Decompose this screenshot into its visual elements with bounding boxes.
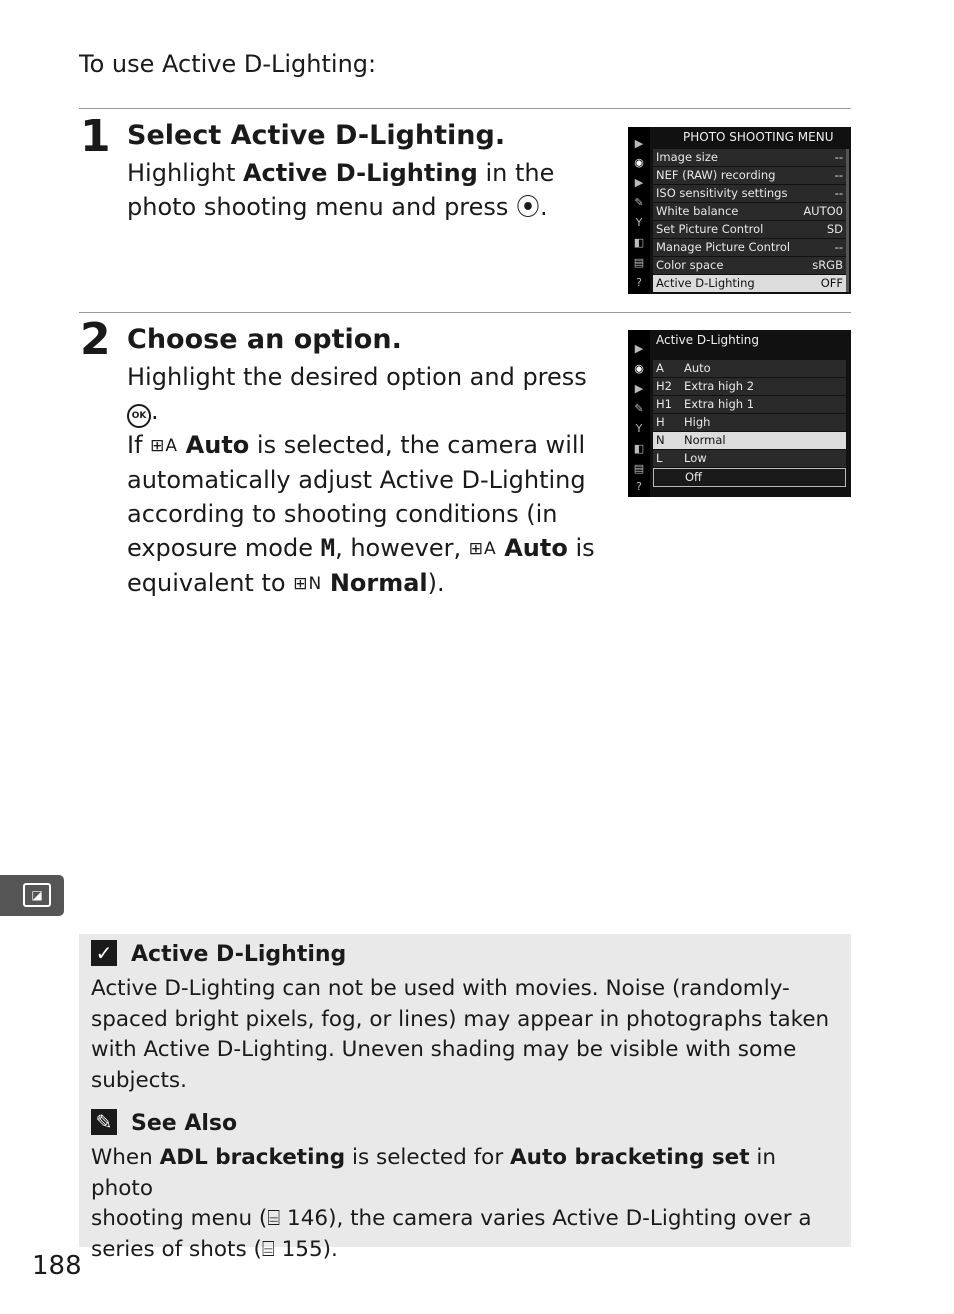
multi-selector-right-icon: ⦿ [516,193,541,221]
note-title: Active D-Lighting [131,942,347,967]
adl-icon: H1 [656,397,672,411]
adl-icon: A [656,361,664,375]
movie-icon: ▶ [634,382,644,395]
menu-scrollbar [846,149,849,292]
option-row: H High [653,414,846,431]
wrench-icon: Y [635,216,643,229]
divider-middle [79,312,851,313]
photo-shooting-menu-screen [628,127,851,294]
adl-icon: L [656,451,663,465]
pencil-icon: ✎ [91,1109,117,1135]
divider-top [79,108,851,109]
movie-icon: ▶ [634,176,644,189]
notes-box [79,934,851,1262]
option-row: A Auto [653,360,846,377]
help-icon: ? [636,480,642,493]
step-2-body: Highlight the desired option and press OK . If ⊞A Auto is selected, the camera will automatically adjust Active D-Lighting according to shooting conditions (in exposure mode M, however, ⊞A Auto is equivalent to ⊞N Normal). [127,363,595,597]
playback-icon: ▶ [634,342,644,355]
option-row: H2 Extra high 2 [653,378,846,395]
adl-normal-icon: ⊞N [293,574,323,594]
see-also-body: When ADL bracketing is selected for Auto bracketing set in photo shooting menu (⌸ 146), the camera varies Active D-Lighting over a series of shots (⌸ 155). [91,1143,831,1265]
see-also-title: See Also [131,1111,238,1136]
mode-m-glyph: M [320,534,336,562]
retouch-icon: ◧ [633,442,645,455]
step-2-number: 2 [80,314,111,365]
option-row-selected: N Normal [653,432,846,449]
option-row: H1 Extra high 1 [653,396,846,413]
menu-header: PHOTO SHOOTING MENU [683,130,834,144]
help-icon: ? [636,276,642,289]
page-ref-155[interactable]: series of shots (⌸ 155). [91,1236,338,1262]
chapter-tab [0,875,64,916]
menu-sidebar [628,127,650,294]
camera-icon: ◉ [634,156,644,169]
step-1-title: Select Active D-Lighting. [127,120,506,151]
step-1-body: Highlight Active D-Lighting in the photo shooting menu and press ⦿. [127,159,555,221]
menu-row: Image size -- [653,149,846,166]
menu-row: White balance AUTO0 [653,203,846,220]
my-menu-icon: ▤ [633,256,645,269]
menu-row: Set Picture Control SD [653,221,846,238]
adl-icon: H [656,415,665,429]
photo-shooting-menu-icon: ◪ [23,883,51,907]
my-menu-icon: ▤ [633,462,645,475]
pencil-icon: ✎ [634,402,644,415]
step-1-number: 1 [80,111,111,162]
adl-auto-icon: ⊞A [468,539,497,559]
menu-row: Color space sRGB [653,257,846,274]
playback-icon: ▶ [634,137,644,150]
menu-sidebar [628,330,650,497]
menu-row: ISO sensitivity settings -- [653,185,846,202]
ok-button-icon: OK [127,404,151,428]
adl-icon: H2 [656,379,672,393]
option-row: L Low [653,450,846,467]
menu-row-selected: Active D-Lighting OFF [653,275,846,292]
camera-icon: ◉ [634,362,644,375]
page-number: 188 [32,1251,82,1281]
adl-auto-icon: ⊞A [150,436,179,456]
intro-text: To use Active D-Lighting: [79,50,377,78]
menu-row: NEF (RAW) recording -- [653,167,846,184]
option-row-outlined: Off [653,468,846,487]
checkmark-icon: ✓ [91,940,117,966]
wrench-icon: Y [635,422,643,435]
menu-header: Active D-Lighting [656,333,760,347]
step-2-title: Choose an option. [127,324,402,355]
retouch-icon: ◧ [633,236,645,249]
adl-icon: N [656,433,665,447]
active-d-lighting-screen [628,330,851,497]
note-body: Active D-Lighting can not be used with movies. Noise (randomly- spaced bright pixels, fog, or lines) may appear in photographs taken with Active D-Lighting. Uneven shading may be visible with some subjects. [91,976,830,1093]
page-ref-146[interactable]: shooting menu (⌸ 146), the camera varies Active D-Lighting over a [91,1206,812,1231]
menu-row: Manage Picture Control -- [653,239,846,256]
pencil-icon: ✎ [634,196,644,209]
